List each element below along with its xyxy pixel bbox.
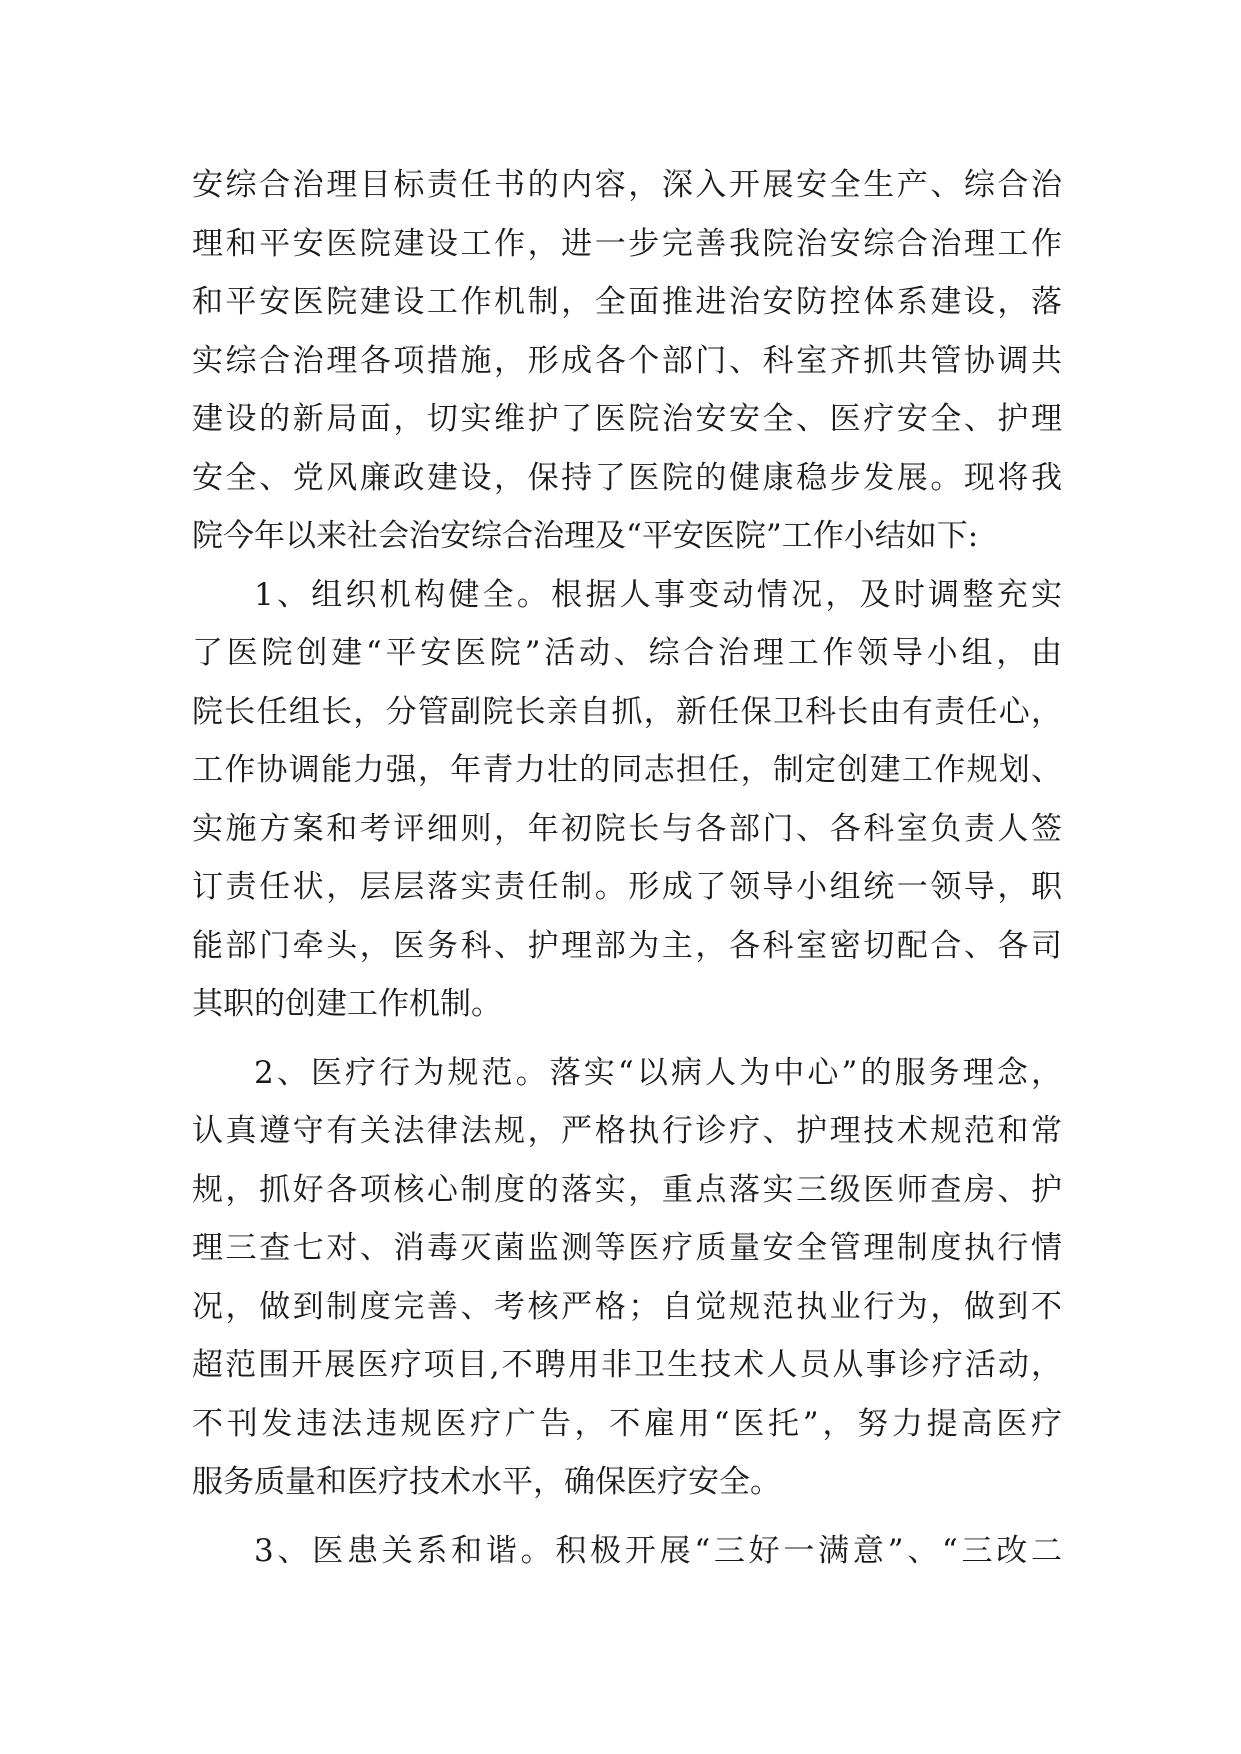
text-line: 规，抓好各项核心制度的落实，重点落实三级医师查房、护 bbox=[192, 1171, 1062, 1208]
text-line: 1、组织机构健全。根据人事变动情况，及时调整充实 bbox=[254, 576, 1062, 613]
text-line: 理和平安医院建设工作，进一步完善我院治安综合治理工作 bbox=[192, 225, 1062, 262]
paragraph-organization bbox=[192, 566, 1062, 1034]
paragraph-doctor-patient bbox=[192, 1522, 1062, 1581]
text-line: 超范围开展医疗项目,不聘用非卫生技术人员从事诊疗活动， bbox=[192, 1347, 1062, 1383]
document-body bbox=[192, 156, 1062, 1580]
text-line: 建设的新局面，切实维护了医院治安安全、医疗安全、护理 bbox=[192, 401, 1062, 437]
text-line: 2、医疗行为规范。落实“以病人为中心”的服务理念， bbox=[254, 1054, 1062, 1091]
text-line: 安全、党风廉政建设，保持了医院的健康稳步发展。现将我 bbox=[192, 459, 1062, 496]
text-line: 况，做到制度完善、考核严格；自觉规范执业行为，做到不 bbox=[192, 1288, 1062, 1325]
text-line: 理三查七对、消毒灭菌监测等医疗质量安全管理制度执行情 bbox=[192, 1230, 1062, 1266]
text-line: 了医院创建“平安医院”活动、综合治理工作领导小组，由 bbox=[192, 635, 1062, 671]
text-line: 实施方案和考评细则，年初院长与各部门、各科室负责人签 bbox=[192, 810, 1062, 847]
text-line: 院长任组长，分管副院长亲自抓，新任保卫科长由有责任心， bbox=[192, 693, 1062, 730]
text-line: 能部门牵头，医务科、护理部为主，各科室密切配合、各司 bbox=[192, 927, 1062, 964]
text-line: 实综合治理各项措施，形成各个部门、科室齐抓共管协调共 bbox=[192, 342, 1062, 379]
paragraph-gap bbox=[192, 1034, 1062, 1044]
text-line: 安综合治理目标责任书的内容，深入开展安全生产、综合治 bbox=[192, 167, 1062, 203]
text-line: 3、医患关系和谐。积极开展“三好一满意”、“三改二 bbox=[254, 1532, 1062, 1569]
paragraph-gap bbox=[192, 1512, 1062, 1522]
text-line: 不刊发违法违规医疗广告，不雇用“医托”，努力提高医疗 bbox=[192, 1405, 1062, 1442]
text-line: 和平安医院建设工作机制，全面推进治安防控体系建设，落 bbox=[192, 284, 1062, 320]
text-line: 其职的创建工作机制。 bbox=[192, 986, 502, 1022]
text-line: 认真遵守有关法律法规，严格执行诊疗、护理技术规范和常 bbox=[192, 1113, 1062, 1149]
paragraph-intro bbox=[192, 156, 1062, 566]
text-line: 订责任状，层层落实责任制。形成了领导小组统一领导，职 bbox=[192, 869, 1062, 905]
text-line: 工作协调能力强，年青力壮的同志担任，制定创建工作规划、 bbox=[192, 752, 1062, 788]
text-line: 服务质量和医疗技术水平，确保医疗安全。 bbox=[192, 1464, 781, 1500]
paragraph-medical-conduct bbox=[192, 1044, 1062, 1512]
text-line: 院今年以来社会治安综合治理及“平安医院”工作小结如下: bbox=[192, 518, 979, 554]
